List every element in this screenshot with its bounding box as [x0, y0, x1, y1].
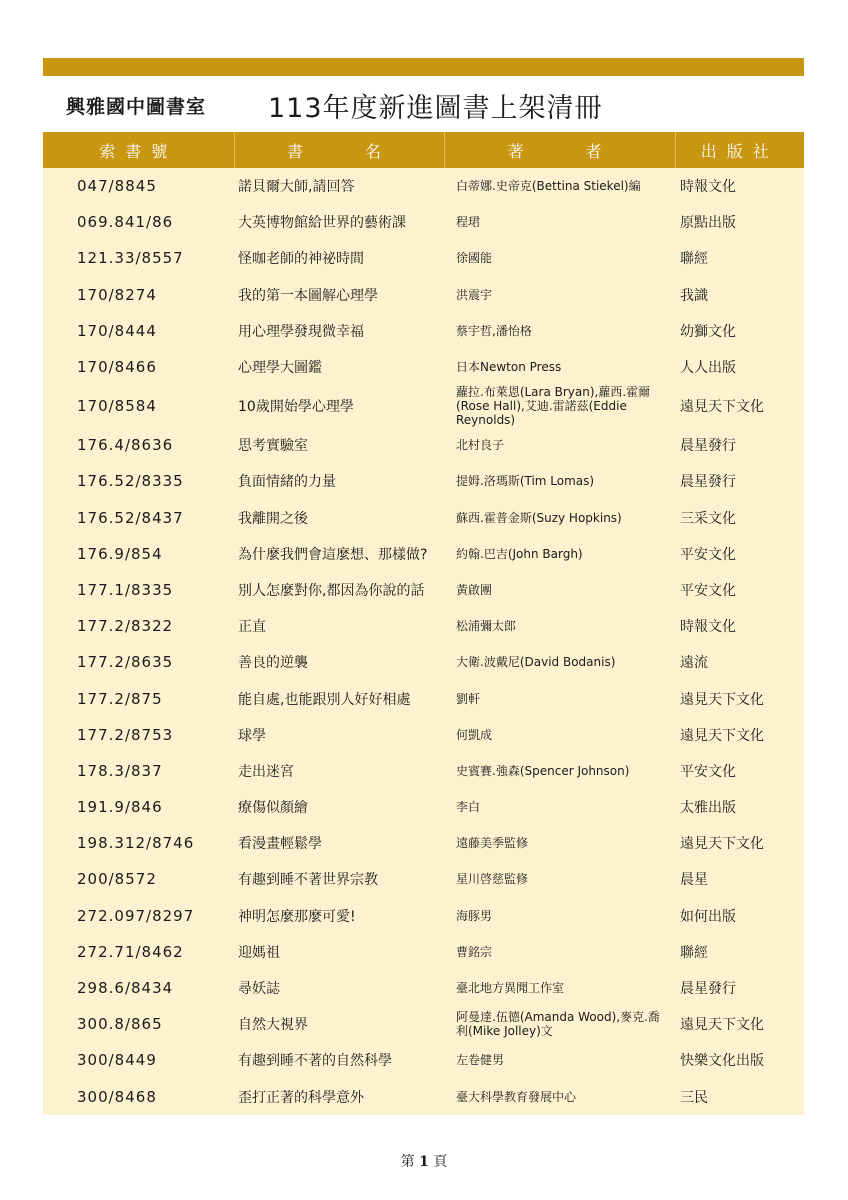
book-title-cell: 負面情緒的力量 [234, 463, 444, 499]
publisher-cell: 快樂文化出版 [675, 1042, 804, 1078]
publisher-cell: 如何出版 [675, 898, 804, 934]
book-title-cell: 能自處,也能跟別人好好相處 [234, 680, 444, 716]
call-number-cell: 170/8584 [43, 385, 234, 427]
call-number-cell: 170/8466 [43, 349, 234, 385]
book-title-cell: 有趣到睡不著的自然科學 [234, 1042, 444, 1078]
call-number-cell: 170/8444 [43, 313, 234, 349]
school-name: 興雅國中圖書室 [66, 96, 207, 118]
publisher-cell: 晨星發行 [675, 463, 804, 499]
publisher-cell: 遠見天下文化 [675, 385, 804, 427]
book-title-cell: 迎媽祖 [234, 934, 444, 970]
author-cell: 星川啓慈監修 [444, 861, 675, 897]
book-title-cell: 思考實驗室 [234, 427, 444, 463]
book-title-cell: 神明怎麼那麼可愛! [234, 898, 444, 934]
table-header-row [43, 132, 804, 168]
table-row [43, 789, 804, 825]
table-row [43, 463, 804, 499]
table-row [43, 427, 804, 463]
call-number-cell: 191.9/846 [43, 789, 234, 825]
book-title-cell: 別人怎麼對你,都因為你說的話 [234, 572, 444, 608]
author-cell: 約翰.巴吉(John Bargh) [444, 536, 675, 572]
table-row [43, 1079, 804, 1115]
call-number-cell: 176.52/8437 [43, 500, 234, 536]
table-row [43, 204, 804, 240]
author-cell: 大衛.波戴尼(David Bodanis) [444, 644, 675, 680]
book-title-cell: 大英博物館給世界的藝術課 [234, 204, 444, 240]
table-row [43, 898, 804, 934]
table-row [43, 970, 804, 1006]
author-cell: 程珺 [444, 204, 675, 240]
book-title-cell: 善良的逆襲 [234, 644, 444, 680]
publisher-cell: 晨星 [675, 861, 804, 897]
publisher-cell: 原點出版 [675, 204, 804, 240]
call-number-cell: 177.2/8635 [43, 644, 234, 680]
book-title-cell: 正直 [234, 608, 444, 644]
top-color-bar [43, 58, 804, 76]
publisher-cell: 遠見天下文化 [675, 825, 804, 861]
publisher-cell: 時報文化 [675, 168, 804, 204]
book-title-cell: 歪打正著的科學意外 [234, 1079, 444, 1115]
author-cell: 松浦彌太郎 [444, 608, 675, 644]
call-number-cell: 178.3/837 [43, 753, 234, 789]
table-row [43, 240, 804, 276]
table-row [43, 349, 804, 385]
table-row [43, 680, 804, 716]
book-title-cell: 10歲開始學心理學 [234, 385, 444, 427]
book-title-cell: 有趣到睡不著世界宗教 [234, 861, 444, 897]
call-number-cell: 300.8/865 [43, 1006, 234, 1042]
book-list-table [43, 132, 804, 1115]
author-cell: 日本Newton Press [444, 349, 675, 385]
book-title-cell: 看漫畫輕鬆學 [234, 825, 444, 861]
author-cell: 白蒂娜.史帝克(Bettina Stiekel)編 [444, 168, 675, 204]
publisher-cell: 三民 [675, 1079, 804, 1115]
table-row [43, 753, 804, 789]
author-cell: 阿曼達.伍德(Amanda Wood),麥克.喬利(Mike Jolley)文 [444, 1006, 675, 1042]
page-footer [0, 1151, 848, 1171]
publisher-cell: 太雅出版 [675, 789, 804, 825]
author-cell: 海豚男 [444, 898, 675, 934]
author-cell: 史賓賽.強森(Spencer Johnson) [444, 753, 675, 789]
table-row [43, 861, 804, 897]
footer-prefix: 第 [400, 1154, 415, 1170]
call-number-cell: 300/8468 [43, 1079, 234, 1115]
publisher-cell: 晨星發行 [675, 970, 804, 1006]
publisher-cell: 三采文化 [675, 500, 804, 536]
book-title-cell: 心理學大圖鑑 [234, 349, 444, 385]
author-cell: 徐國能 [444, 240, 675, 276]
author-cell: 李白 [444, 789, 675, 825]
author-cell: 黃啟團 [444, 572, 675, 608]
call-number-cell: 177.2/8753 [43, 717, 234, 753]
book-title-cell: 用心理學發現微幸福 [234, 313, 444, 349]
table-row [43, 385, 804, 427]
book-title-cell: 尋妖誌 [234, 970, 444, 1006]
call-number-cell: 272.71/8462 [43, 934, 234, 970]
table-row [43, 536, 804, 572]
call-number-cell: 047/8845 [43, 168, 234, 204]
book-title-cell: 療傷似顏繪 [234, 789, 444, 825]
call-number-cell: 176.4/8636 [43, 427, 234, 463]
publisher-cell: 遠見天下文化 [675, 1006, 804, 1042]
table-row [43, 1042, 804, 1078]
table-row [43, 500, 804, 536]
publisher-cell: 平安文化 [675, 536, 804, 572]
table-row [43, 608, 804, 644]
author-cell: 臺北地方異聞工作室 [444, 970, 675, 1006]
table-row [43, 168, 804, 204]
call-number-cell: 069.841/86 [43, 204, 234, 240]
call-number-cell: 272.097/8297 [43, 898, 234, 934]
author-cell: 何凱成 [444, 717, 675, 753]
table-row [43, 717, 804, 753]
table-row [43, 277, 804, 313]
book-title-cell: 諾貝爾大師,請回答 [234, 168, 444, 204]
page-title: 113年度新進圖書上架清冊 [268, 93, 603, 124]
call-number-cell: 177.2/8322 [43, 608, 234, 644]
publisher-cell: 我識 [675, 277, 804, 313]
publisher-cell: 遠流 [675, 644, 804, 680]
author-cell: 臺大科學教育發展中心 [444, 1079, 675, 1115]
page-number: 1 [419, 1154, 429, 1170]
publisher-cell: 遠見天下文化 [675, 717, 804, 753]
call-number-cell: 176.9/854 [43, 536, 234, 572]
book-title-cell: 球學 [234, 717, 444, 753]
author-cell: 左卷健男 [444, 1042, 675, 1078]
author-cell: 蘿拉.布萊恩(Lara Bryan),蘿西.霍爾(Rose Hall),艾迪.雷諾茲(Eddie Reynolds) [444, 385, 675, 427]
table-row [43, 934, 804, 970]
publisher-cell: 平安文化 [675, 572, 804, 608]
author-cell: 洪震宇 [444, 277, 675, 313]
call-number-cell: 177.1/8335 [43, 572, 234, 608]
publisher-cell: 遠見天下文化 [675, 680, 804, 716]
call-number-cell: 177.2/875 [43, 680, 234, 716]
publisher-cell: 晨星發行 [675, 427, 804, 463]
call-number-cell: 198.312/8746 [43, 825, 234, 861]
header-author: 著 者 [444, 132, 675, 168]
call-number-cell: 176.52/8335 [43, 463, 234, 499]
author-cell: 曹銘宗 [444, 934, 675, 970]
author-cell: 蘇西.霍普金斯(Suzy Hopkins) [444, 500, 675, 536]
author-cell: 北村良子 [444, 427, 675, 463]
author-cell: 蔡宇哲,潘怡格 [444, 313, 675, 349]
publisher-cell: 聯經 [675, 934, 804, 970]
book-title-cell: 我離開之後 [234, 500, 444, 536]
publisher-cell: 幼獅文化 [675, 313, 804, 349]
book-title-cell: 自然大視界 [234, 1006, 444, 1042]
footer-suffix: 頁 [433, 1154, 448, 1170]
author-cell: 遠藤美季監修 [444, 825, 675, 861]
table-row [43, 313, 804, 349]
author-cell: 劉軒 [444, 680, 675, 716]
author-cell: 提姆.洛瑪斯(Tim Lomas) [444, 463, 675, 499]
call-number-cell: 200/8572 [43, 861, 234, 897]
header-publisher: 出版社 [675, 132, 804, 168]
publisher-cell: 人人出版 [675, 349, 804, 385]
book-title-cell: 我的第一本圖解心理學 [234, 277, 444, 313]
book-title-cell: 怪咖老師的神祕時間 [234, 240, 444, 276]
header-book-title: 書 名 [234, 132, 444, 168]
table-row [43, 1006, 804, 1042]
call-number-cell: 121.33/8557 [43, 240, 234, 276]
publisher-cell: 平安文化 [675, 753, 804, 789]
call-number-cell: 300/8449 [43, 1042, 234, 1078]
publisher-cell: 時報文化 [675, 608, 804, 644]
table-row [43, 644, 804, 680]
publisher-cell: 聯經 [675, 240, 804, 276]
call-number-cell: 298.6/8434 [43, 970, 234, 1006]
header-call-number: 索書號 [43, 132, 234, 168]
table-row [43, 572, 804, 608]
book-title-cell: 走出迷宮 [234, 753, 444, 789]
table-row [43, 825, 804, 861]
book-title-cell: 為什麼我們會這麼想、那樣做? [234, 536, 444, 572]
call-number-cell: 170/8274 [43, 277, 234, 313]
